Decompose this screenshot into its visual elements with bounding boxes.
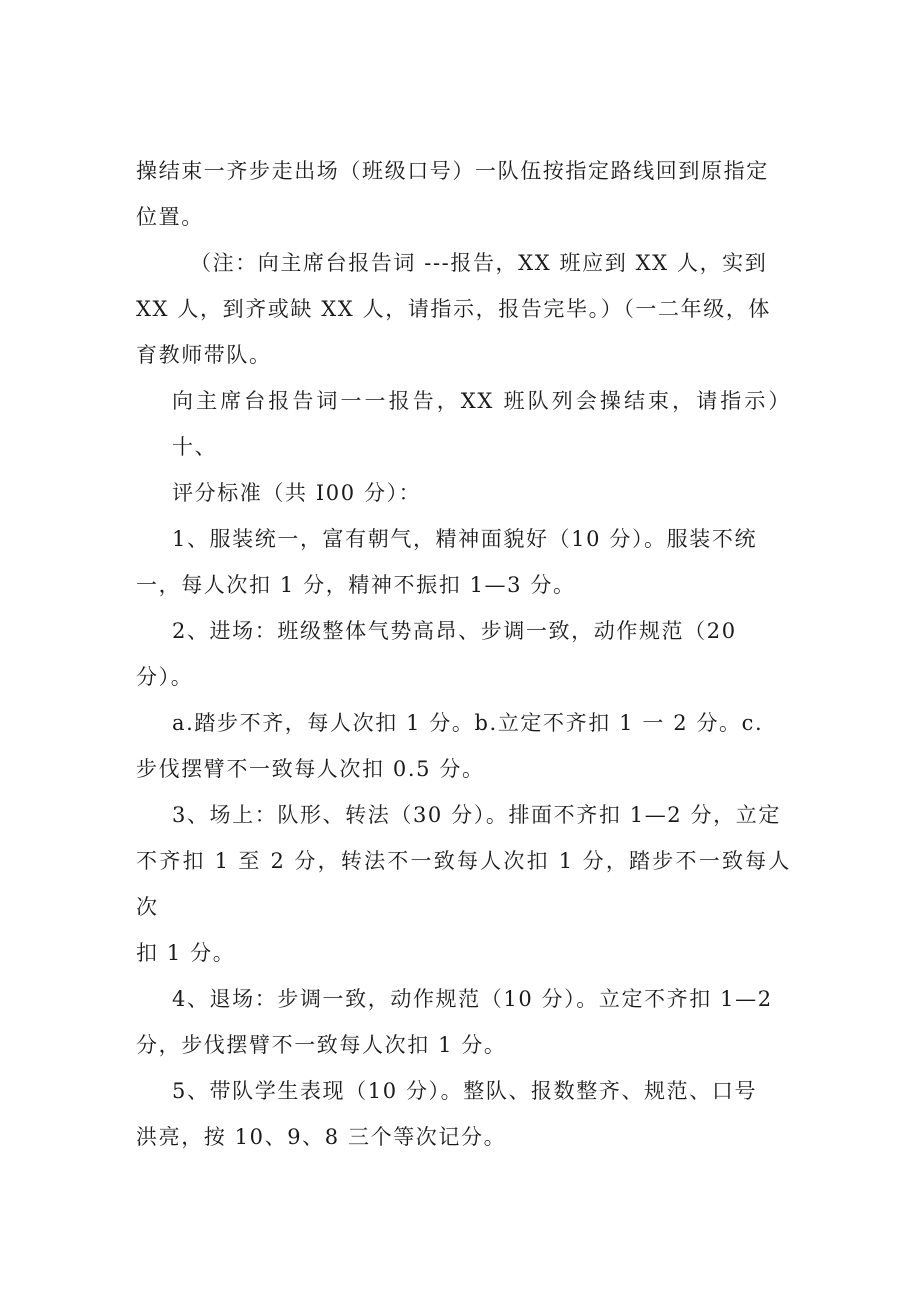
text-line: 步伐摆臂不一致每人次扣 0.5 分。	[136, 757, 485, 781]
text-line: （注：向主席台报告词 ---报告，XX 班应到 XX 人，实到	[190, 251, 768, 275]
paragraph-criteria-5	[136, 1068, 791, 1160]
text-line: 扣 1 分。	[136, 941, 236, 965]
paragraph-criteria-3	[136, 792, 791, 976]
paragraph-criteria-1	[136, 516, 791, 608]
text-line: 5、带队学生表现（10 分）。整队、报数整齐、规范、口号	[172, 1079, 758, 1103]
text-line: a.踏步不齐，每人次扣 1 分。b.立定不齐扣 1 一 2 分。c.	[172, 711, 764, 735]
text-line: 2、进场：班级整体气势高昂、步调一致，动作规范（20	[172, 619, 737, 643]
paragraph-exit-formation	[136, 148, 791, 240]
paragraph-report-note	[136, 240, 791, 378]
text-line: 4、退场：步调一致，动作规范（10 分）。立定不齐扣 1—2	[172, 987, 773, 1011]
text-line: 不齐扣 1 至 2 分，转法不一致每人次扣 1 分，踏步不一致每人次	[136, 849, 791, 919]
text-line: 操结束一齐步走出场（班级口号）一队伍按指定路线回到原指定	[136, 159, 769, 183]
text-line: 育教师带队。	[136, 343, 272, 367]
text-line: 位置。	[136, 205, 204, 229]
paragraph-criteria-2-detail	[136, 700, 791, 792]
text-line: 一，每人次扣 1 分，精神不振扣 1—3 分。	[136, 573, 576, 597]
document-body	[136, 148, 791, 1160]
text-line: XX 人，到齐或缺 XX 人，请指示，报告完毕。）（一二年级，体	[136, 297, 772, 321]
text-line: 分）。	[136, 665, 194, 689]
paragraph-criteria-4	[136, 976, 791, 1068]
paragraph-criteria-2	[136, 608, 791, 700]
text-line: 分，步伐摆臂不一致每人次扣 1 分。	[136, 1033, 507, 1057]
text-line: 3、场上：队形、转法（30 分）。排面不齐扣 1—2 分，立定	[172, 803, 781, 827]
text-line: 向主席台报告词一一报告，XX 班队列会操结束，请指示）十、	[172, 389, 791, 459]
text-line: 评分标准（共 I00 分）：	[172, 481, 422, 505]
text-line: 1、服装统一，富有朝气，精神面貌好（10 分）。服装不统	[172, 527, 758, 551]
paragraph-report-end	[136, 378, 791, 516]
text-line: 洪亮，按 10、9、8 三个等次记分。	[136, 1125, 507, 1149]
